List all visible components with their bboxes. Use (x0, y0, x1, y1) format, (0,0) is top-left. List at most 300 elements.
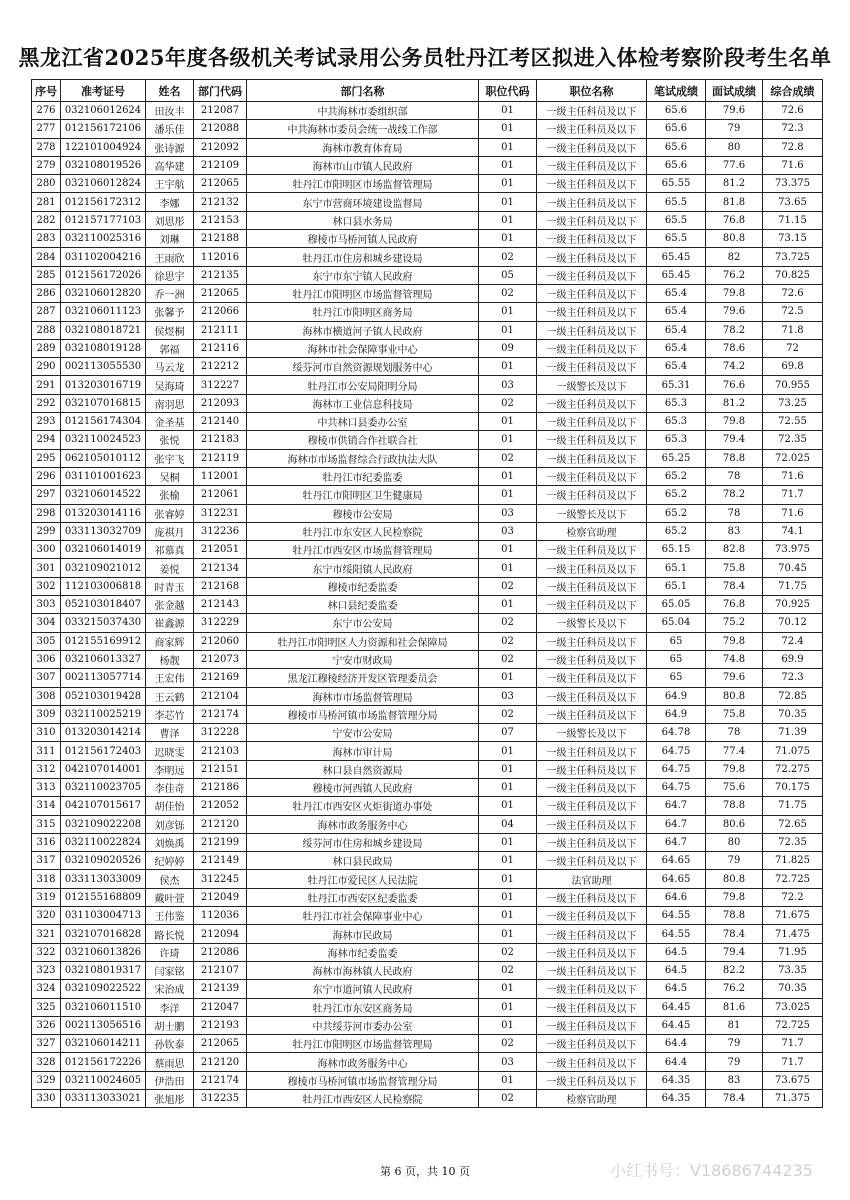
interview-score-cell: 78.6 (706, 339, 763, 357)
position-name-cell: 一级主任科员及以下 (537, 687, 647, 705)
position-code-cell: 09 (479, 339, 537, 357)
seq-cell: 298 (32, 504, 61, 522)
position-name-cell: 一级主任科员及以下 (537, 669, 647, 687)
dept-name-cell: 牡丹江市西安区人民检察院 (247, 1090, 479, 1108)
dept-code-cell: 212094 (194, 925, 247, 943)
interview-score-cell: 79.4 (706, 943, 763, 961)
table-row (32, 138, 823, 156)
candidate-table (31, 79, 823, 1108)
total-score-cell: 73.15 (763, 230, 823, 248)
written-score-cell: 65.04 (647, 614, 706, 632)
seq-cell: 304 (32, 614, 61, 632)
interview-score-cell: 82 (706, 248, 763, 266)
name-cell: 祁慕真 (146, 541, 194, 559)
position-name-cell: 一级主任科员及以下 (537, 138, 647, 156)
total-score-cell: 72.275 (763, 760, 823, 778)
position-name-cell: 一级主任科员及以下 (537, 742, 647, 760)
written-score-cell: 64.75 (647, 778, 706, 796)
exam-id-cell: 032110024523 (61, 431, 146, 449)
table-row (32, 687, 823, 705)
exam-id-cell: 012155168809 (61, 888, 146, 906)
exam-id-cell: 032106013327 (61, 650, 146, 668)
name-cell: 郭福 (146, 339, 194, 357)
name-cell: 时青玉 (146, 577, 194, 595)
interview-score-cell: 80.6 (706, 815, 763, 833)
position-code-cell: 01 (479, 120, 537, 138)
name-cell: 张馨予 (146, 303, 194, 321)
position-code-cell: 01 (479, 888, 537, 906)
position-name-cell: 一级主任科员及以下 (537, 120, 647, 138)
table-row (32, 102, 823, 120)
name-cell: 张榆 (146, 486, 194, 504)
interview-score-cell: 79.6 (706, 102, 763, 120)
exam-id-cell: 032106014522 (61, 486, 146, 504)
exam-id-cell: 032106014211 (61, 1035, 146, 1053)
position-name-cell: 一级主任科员及以下 (537, 413, 647, 431)
seq-cell: 303 (32, 596, 61, 614)
table-row (32, 376, 823, 394)
dept-code-cell: 212060 (194, 632, 247, 650)
written-score-cell: 65.05 (647, 596, 706, 614)
seq-cell: 307 (32, 669, 61, 687)
position-code-cell: 01 (479, 138, 537, 156)
dept-name-cell: 牡丹江市西安区纪委监委 (247, 888, 479, 906)
written-score-cell: 64.5 (647, 943, 706, 961)
table-row (32, 778, 823, 796)
position-code-cell: 01 (479, 596, 537, 614)
dept-code-cell: 212174 (194, 705, 247, 723)
exam-id-cell: 033215037430 (61, 614, 146, 632)
total-score-cell: 73.975 (763, 541, 823, 559)
total-score-cell: 72.3 (763, 120, 823, 138)
dept-name-cell: 海林市山市镇人民政府 (247, 156, 479, 174)
total-score-cell: 72.4 (763, 632, 823, 650)
seq-cell: 319 (32, 888, 61, 906)
dept-name-cell: 牡丹江市社会保障事业中心 (247, 907, 479, 925)
written-score-cell: 65.3 (647, 413, 706, 431)
dept-code-cell: 212107 (194, 961, 247, 979)
seq-cell: 286 (32, 284, 61, 302)
seq-cell: 306 (32, 650, 61, 668)
written-score-cell: 65.2 (647, 486, 706, 504)
dept-name-cell: 穆棱市纪委监委 (247, 577, 479, 595)
dept-code-cell: 212065 (194, 1035, 247, 1053)
header-cell: 序号 (32, 80, 61, 102)
interview-score-cell: 78.4 (706, 1090, 763, 1108)
table-row (32, 1053, 823, 1071)
dept-name-cell: 林口县水务局 (247, 211, 479, 229)
dept-name-cell: 牡丹江市阳明区卫生健康局 (247, 486, 479, 504)
seq-cell: 308 (32, 687, 61, 705)
exam-id-cell: 031102004216 (61, 248, 146, 266)
position-name-cell: 一级主任科员及以下 (537, 358, 647, 376)
exam-id-cell: 032108019128 (61, 339, 146, 357)
written-score-cell: 65 (647, 650, 706, 668)
dept-code-cell: 212186 (194, 778, 247, 796)
interview-score-cell: 79.8 (706, 760, 763, 778)
table-row (32, 413, 823, 431)
exam-id-cell: 013203014214 (61, 724, 146, 742)
exam-id-cell: 032107016828 (61, 925, 146, 943)
exam-id-cell: 033113033021 (61, 1090, 146, 1108)
exam-id-cell: 032110023705 (61, 778, 146, 796)
name-cell: 张诗源 (146, 138, 194, 156)
position-code-cell: 01 (479, 211, 537, 229)
seq-cell: 327 (32, 1035, 61, 1053)
dept-code-cell: 212073 (194, 650, 247, 668)
position-code-cell: 02 (479, 577, 537, 595)
dept-code-cell: 212188 (194, 230, 247, 248)
dept-code-cell: 212065 (194, 175, 247, 193)
interview-score-cell: 80 (706, 138, 763, 156)
total-score-cell: 71.8 (763, 321, 823, 339)
exam-id-cell: 012155169912 (61, 632, 146, 650)
position-code-cell: 01 (479, 1016, 537, 1034)
dept-name-cell: 海林市市场监督管理局 (247, 687, 479, 705)
position-name-cell: 一级主任科员及以下 (537, 961, 647, 979)
total-score-cell: 70.825 (763, 266, 823, 284)
total-score-cell: 72 (763, 339, 823, 357)
seq-cell: 324 (32, 980, 61, 998)
seq-cell: 330 (32, 1090, 61, 1108)
table-row (32, 193, 823, 211)
table-row (32, 596, 823, 614)
exam-id-cell: 032110024605 (61, 1071, 146, 1089)
dept-name-cell: 东宁市绥阳镇人民政府 (247, 559, 479, 577)
dept-name-cell: 海林市市场监督综合行政执法大队 (247, 449, 479, 467)
written-score-cell: 64.35 (647, 1071, 706, 1089)
dept-code-cell: 212120 (194, 1053, 247, 1071)
dept-name-cell: 中共林口县委办公室 (247, 413, 479, 431)
written-score-cell: 65.4 (647, 358, 706, 376)
total-score-cell: 71.075 (763, 742, 823, 760)
interview-score-cell: 75.8 (706, 559, 763, 577)
name-cell: 路长悦 (146, 925, 194, 943)
dept-code-cell: 212199 (194, 833, 247, 851)
seq-cell: 290 (32, 358, 61, 376)
position-name-cell: 一级主任科员及以下 (537, 248, 647, 266)
seq-cell: 297 (32, 486, 61, 504)
position-name-cell: 一级警长及以下 (537, 376, 647, 394)
position-code-cell: 03 (479, 1053, 537, 1071)
written-score-cell: 65.6 (647, 138, 706, 156)
written-score-cell: 65.4 (647, 284, 706, 302)
written-score-cell: 64.35 (647, 1090, 706, 1108)
dept-name-cell: 海林市政务服务中心 (247, 815, 479, 833)
table-row (32, 943, 823, 961)
written-score-cell: 65.5 (647, 230, 706, 248)
position-name-cell: 一级主任科员及以下 (537, 175, 647, 193)
interview-score-cell: 79.8 (706, 413, 763, 431)
total-score-cell: 73.725 (763, 248, 823, 266)
exam-id-cell: 012156172312 (61, 193, 146, 211)
name-cell: 胡佳怡 (146, 797, 194, 815)
dept-name-cell: 牡丹江市住房和城乡建设局 (247, 248, 479, 266)
dept-code-cell: 212111 (194, 321, 247, 339)
dept-code-cell: 212104 (194, 687, 247, 705)
table-row (32, 486, 823, 504)
exam-id-cell: 032110025219 (61, 705, 146, 723)
position-code-cell: 01 (479, 413, 537, 431)
table-row (32, 394, 823, 412)
position-code-cell: 01 (479, 925, 537, 943)
interview-score-cell: 80.8 (706, 230, 763, 248)
dept-name-cell: 牡丹江市爱民区人民法院 (247, 870, 479, 888)
interview-score-cell: 79.6 (706, 669, 763, 687)
position-code-cell: 02 (479, 248, 537, 266)
dept-name-cell: 牡丹江市公安局阳明分局 (247, 376, 479, 394)
table-row (32, 577, 823, 595)
table-row (32, 870, 823, 888)
interview-score-cell: 78.8 (706, 797, 763, 815)
interview-score-cell: 80.8 (706, 687, 763, 705)
seq-cell: 296 (32, 467, 61, 485)
dept-code-cell: 212183 (194, 431, 247, 449)
seq-cell: 282 (32, 211, 61, 229)
dept-name-cell: 海林市社会保障事业中心 (247, 339, 479, 357)
interview-score-cell: 81.2 (706, 175, 763, 193)
position-name-cell: 一级主任科员及以下 (537, 486, 647, 504)
position-name-cell: 一级主任科员及以下 (537, 284, 647, 302)
position-code-cell: 02 (479, 614, 537, 632)
seq-cell: 287 (32, 303, 61, 321)
interview-score-cell: 77.6 (706, 156, 763, 174)
header-cell: 综合成绩 (763, 80, 823, 102)
position-code-cell: 01 (479, 156, 537, 174)
position-code-cell: 02 (479, 961, 537, 979)
written-score-cell: 65.45 (647, 266, 706, 284)
position-code-cell: 02 (479, 449, 537, 467)
total-score-cell: 70.35 (763, 980, 823, 998)
written-score-cell: 64.75 (647, 742, 706, 760)
total-score-cell: 70.925 (763, 596, 823, 614)
written-score-cell: 65.45 (647, 248, 706, 266)
name-cell: 纪婷婷 (146, 852, 194, 870)
position-name-cell: 一级主任科员及以下 (537, 102, 647, 120)
seq-cell: 302 (32, 577, 61, 595)
total-score-cell: 74.1 (763, 522, 823, 540)
exam-id-cell: 112103006818 (61, 577, 146, 595)
interview-score-cell: 81.6 (706, 998, 763, 1016)
written-score-cell: 65.2 (647, 467, 706, 485)
exam-id-cell: 032106011510 (61, 998, 146, 1016)
dept-name-cell: 东宁市营商环境建设监督局 (247, 193, 479, 211)
dept-name-cell: 海林市横道河子镇人民政府 (247, 321, 479, 339)
total-score-cell: 72.025 (763, 449, 823, 467)
name-cell: 伊浩田 (146, 1071, 194, 1089)
position-name-cell: 一级主任科员及以下 (537, 303, 647, 321)
position-name-cell: 一级主任科员及以下 (537, 1071, 647, 1089)
position-name-cell: 一级主任科员及以下 (537, 394, 647, 412)
interview-score-cell: 76.6 (706, 376, 763, 394)
interview-score-cell: 79.8 (706, 888, 763, 906)
dept-code-cell: 212087 (194, 102, 247, 120)
dept-code-cell: 212052 (194, 797, 247, 815)
table-row (32, 248, 823, 266)
total-score-cell: 72.725 (763, 870, 823, 888)
total-score-cell: 72.725 (763, 1016, 823, 1034)
dept-code-cell: 212119 (194, 449, 247, 467)
name-cell: 崔鑫源 (146, 614, 194, 632)
table-row (32, 925, 823, 943)
position-name-cell: 一级主任科员及以下 (537, 339, 647, 357)
name-cell: 曹泽 (146, 724, 194, 742)
table-row (32, 120, 823, 138)
total-score-cell: 71.375 (763, 1090, 823, 1108)
dept-name-cell: 海林市审计局 (247, 742, 479, 760)
name-cell: 姜悦 (146, 559, 194, 577)
written-score-cell: 65.4 (647, 339, 706, 357)
dept-name-cell: 牡丹江市阳明区市场监督管理局 (247, 284, 479, 302)
position-name-cell: 一级主任科员及以下 (537, 907, 647, 925)
position-code-cell: 01 (479, 321, 537, 339)
position-code-cell: 01 (479, 193, 537, 211)
written-score-cell: 65.2 (647, 522, 706, 540)
seq-cell: 292 (32, 394, 61, 412)
written-score-cell: 64.78 (647, 724, 706, 742)
exam-id-cell: 032110025316 (61, 230, 146, 248)
written-score-cell: 65.1 (647, 559, 706, 577)
dept-code-cell: 212193 (194, 1016, 247, 1034)
name-cell: 刘彦铄 (146, 815, 194, 833)
position-code-cell: 01 (479, 797, 537, 815)
interview-score-cell: 78 (706, 467, 763, 485)
interview-score-cell: 78.8 (706, 449, 763, 467)
written-score-cell: 65.5 (647, 211, 706, 229)
table-row (32, 650, 823, 668)
exam-id-cell: 032106013826 (61, 943, 146, 961)
exam-id-cell: 032106012624 (61, 102, 146, 120)
dept-code-cell: 312229 (194, 614, 247, 632)
position-code-cell: 03 (479, 522, 537, 540)
interview-score-cell: 79.6 (706, 303, 763, 321)
name-cell: 杨靓 (146, 650, 194, 668)
dept-code-cell: 212151 (194, 760, 247, 778)
seq-cell: 281 (32, 193, 61, 211)
table-row (32, 724, 823, 742)
table-row (32, 815, 823, 833)
seq-cell: 323 (32, 961, 61, 979)
total-score-cell: 72.65 (763, 815, 823, 833)
dept-name-cell: 黑龙江穆棱经济开发区管理委员会 (247, 669, 479, 687)
position-code-cell: 01 (479, 669, 537, 687)
name-cell: 戴叶萱 (146, 888, 194, 906)
position-code-cell: 01 (479, 778, 537, 796)
name-cell: 李明远 (146, 760, 194, 778)
position-name-cell: 一级警长及以下 (537, 614, 647, 632)
dept-code-cell: 312228 (194, 724, 247, 742)
seq-cell: 300 (32, 541, 61, 559)
seq-cell: 320 (32, 907, 61, 925)
dept-code-cell: 112001 (194, 467, 247, 485)
position-code-cell: 01 (479, 907, 537, 925)
dept-code-cell: 212135 (194, 266, 247, 284)
table-row (32, 559, 823, 577)
position-name-cell: 一级主任科员及以下 (537, 321, 647, 339)
total-score-cell: 73.25 (763, 394, 823, 412)
seq-cell: 310 (32, 724, 61, 742)
table-row (32, 1035, 823, 1053)
table-row (32, 797, 823, 815)
table-row (32, 175, 823, 193)
position-code-cell: 01 (479, 833, 537, 851)
position-code-cell: 01 (479, 431, 537, 449)
seq-cell: 280 (32, 175, 61, 193)
seq-cell: 325 (32, 998, 61, 1016)
seq-cell: 277 (32, 120, 61, 138)
dept-code-cell: 212047 (194, 998, 247, 1016)
position-code-cell: 02 (479, 1035, 537, 1053)
dept-name-cell: 海林市海林镇人民政府 (247, 961, 479, 979)
written-score-cell: 64.65 (647, 852, 706, 870)
name-cell: 王宏伟 (146, 669, 194, 687)
header-cell: 准考证号 (61, 80, 146, 102)
interview-score-cell: 79 (706, 120, 763, 138)
dept-code-cell: 212093 (194, 394, 247, 412)
exam-id-cell: 013203016719 (61, 376, 146, 394)
position-name-cell: 一级主任科员及以下 (537, 230, 647, 248)
position-code-cell: 01 (479, 559, 537, 577)
interview-score-cell: 79 (706, 1053, 763, 1071)
exam-id-cell: 033113032709 (61, 522, 146, 540)
dept-name-cell: 绥芬河市自然资源规划服务中心 (247, 358, 479, 376)
exam-id-cell: 012156172026 (61, 266, 146, 284)
name-cell: 高华建 (146, 156, 194, 174)
total-score-cell: 70.12 (763, 614, 823, 632)
written-score-cell: 65.3 (647, 431, 706, 449)
position-code-cell: 01 (479, 1071, 537, 1089)
seq-cell: 317 (32, 852, 61, 870)
interview-score-cell: 75.8 (706, 705, 763, 723)
interview-score-cell: 76.8 (706, 211, 763, 229)
name-cell: 吴海琦 (146, 376, 194, 394)
written-score-cell: 64.7 (647, 833, 706, 851)
written-score-cell: 64.4 (647, 1035, 706, 1053)
written-score-cell: 65.31 (647, 376, 706, 394)
position-code-cell: 02 (479, 284, 537, 302)
total-score-cell: 69.9 (763, 650, 823, 668)
position-code-cell: 02 (479, 943, 537, 961)
position-code-cell: 01 (479, 852, 537, 870)
position-name-cell: 一级主任科员及以下 (537, 650, 647, 668)
exam-id-cell: 032110022824 (61, 833, 146, 851)
total-score-cell: 71.75 (763, 797, 823, 815)
total-score-cell: 72.2 (763, 888, 823, 906)
name-cell: 南羽思 (146, 394, 194, 412)
name-cell: 胡士鹏 (146, 1016, 194, 1034)
position-name-cell: 一级主任科员及以下 (537, 449, 647, 467)
seq-cell: 289 (32, 339, 61, 357)
position-code-cell: 05 (479, 266, 537, 284)
name-cell: 潘乐佳 (146, 120, 194, 138)
exam-id-cell: 012156172106 (61, 120, 146, 138)
dept-name-cell: 牡丹江市阳明区市场监督管理局 (247, 175, 479, 193)
exam-id-cell: 032108019317 (61, 961, 146, 979)
position-code-cell: 03 (479, 504, 537, 522)
position-code-cell: 01 (479, 870, 537, 888)
dept-code-cell: 212143 (194, 596, 247, 614)
position-name-cell: 一级主任科员及以下 (537, 559, 647, 577)
table-row (32, 961, 823, 979)
position-name-cell: 一级主任科员及以下 (537, 815, 647, 833)
total-score-cell: 71.6 (763, 156, 823, 174)
exam-id-cell: 012157177103 (61, 211, 146, 229)
exam-id-cell: 032106012824 (61, 175, 146, 193)
dept-code-cell: 112016 (194, 248, 247, 266)
dept-name-cell: 牡丹江市西安区市场监督管理局 (247, 541, 479, 559)
position-name-cell: 一级主任科员及以下 (537, 925, 647, 943)
interview-score-cell: 81 (706, 1016, 763, 1034)
